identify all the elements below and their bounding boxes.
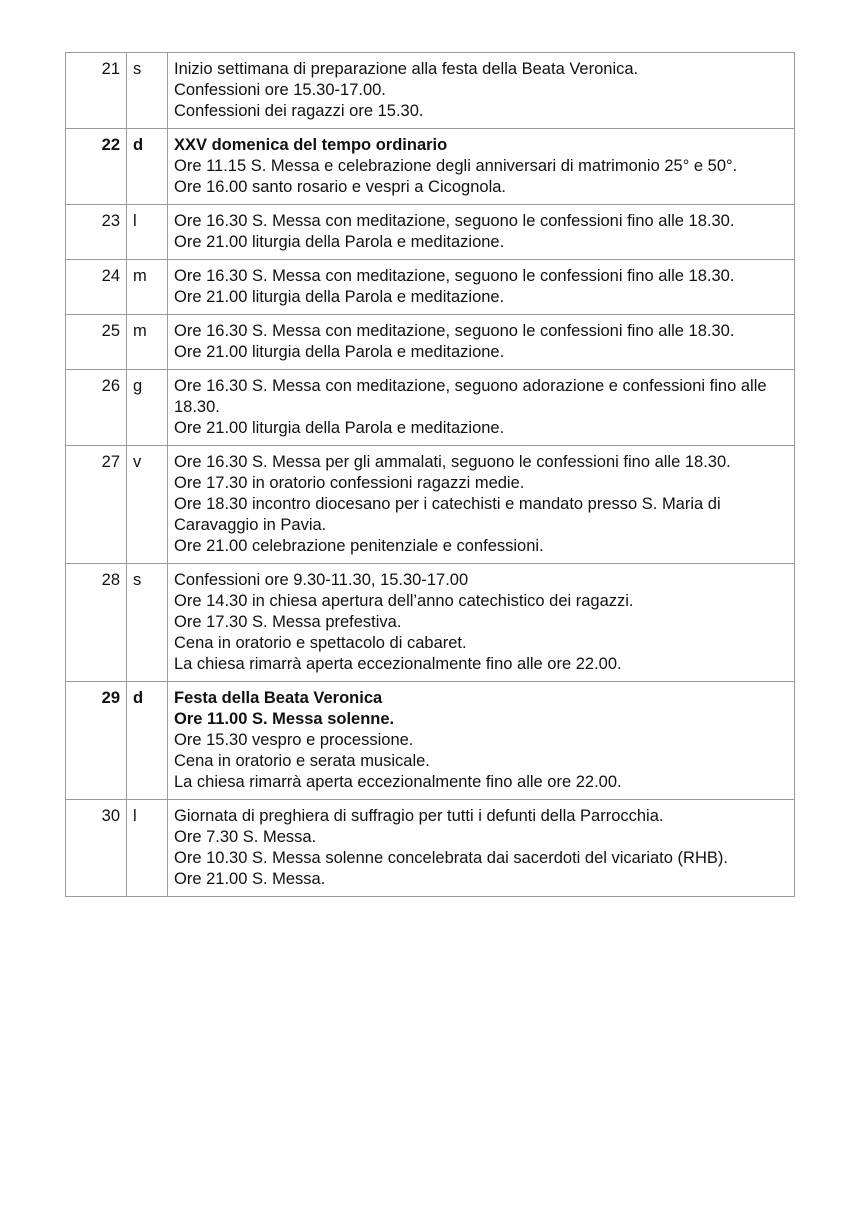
day-number: 30 xyxy=(66,800,127,897)
day-number: 23 xyxy=(66,205,127,260)
event-line: Ore 11.00 S. Messa solenne. xyxy=(174,710,395,728)
event-cell xyxy=(168,446,795,564)
weekday-letter: d xyxy=(127,129,168,205)
event-cell xyxy=(168,682,795,800)
event-line: Ore 14.30 in chiesa apertura dell’anno catechistico dei ragazzi. xyxy=(174,592,634,610)
event-line: La chiesa rimarrà aperta eccezionalmente fino alle ore 22.00. xyxy=(174,655,622,673)
event-line: Ore 16.30 S. Messa con meditazione, seguono le confessioni fino alle 18.30. xyxy=(174,322,735,340)
weekday-letter: d xyxy=(127,682,168,800)
event-line: Confessioni ore 9.30-11.30, 15.30-17.00 xyxy=(174,571,469,589)
event-line: Ore 18.30 incontro diocesano per i catechisti e mandato presso S. Maria di Caravaggio in Pavia. xyxy=(174,495,721,534)
event-line: Ore 21.00 liturgia della Parola e meditazione. xyxy=(174,233,505,251)
event-cell xyxy=(168,564,795,682)
event-line: Ore 15.30 vespro e processione. xyxy=(174,731,414,749)
event-line: Confessioni dei ragazzi ore 15.30. xyxy=(174,102,424,120)
event-line: Ore 16.30 S. Messa con meditazione, seguono le confessioni fino alle 18.30. xyxy=(174,212,735,230)
table-row xyxy=(66,446,795,564)
table-row xyxy=(66,800,795,897)
event-line: Ore 21.00 celebrazione penitenziale e confessioni. xyxy=(174,537,544,555)
day-number: 24 xyxy=(66,260,127,315)
table-row xyxy=(66,315,795,370)
event-cell xyxy=(168,205,795,260)
event-line: Festa della Beata Veronica xyxy=(174,689,383,707)
event-cell xyxy=(168,370,795,446)
event-cell xyxy=(168,260,795,315)
schedule-table xyxy=(65,52,795,897)
event-line: Cena in oratorio e serata musicale. xyxy=(174,752,430,770)
day-number: 25 xyxy=(66,315,127,370)
table-row xyxy=(66,682,795,800)
weekday-letter: l xyxy=(127,205,168,260)
day-number: 29 xyxy=(66,682,127,800)
event-line: Ore 17.30 S. Messa prefestiva. xyxy=(174,613,402,631)
event-line: Ore 16.30 S. Messa con meditazione, seguono adorazione e confessioni fino alle 18.30. xyxy=(174,377,767,416)
day-number: 26 xyxy=(66,370,127,446)
event-line: Ore 21.00 liturgia della Parola e meditazione. xyxy=(174,419,505,437)
event-line: Ore 21.00 liturgia della Parola e meditazione. xyxy=(174,288,505,306)
table-row xyxy=(66,129,795,205)
event-line: Inizio settimana di preparazione alla festa della Beata Veronica. xyxy=(174,60,639,78)
event-line: Confessioni ore 15.30-17.00. xyxy=(174,81,386,99)
day-number: 27 xyxy=(66,446,127,564)
event-line: Ore 16.00 santo rosario e vespri a Cicognola. xyxy=(174,178,507,196)
event-cell xyxy=(168,315,795,370)
event-line: Ore 10.30 S. Messa solenne concelebrata dai sacerdoti del vicariato (RHB). xyxy=(174,849,728,867)
table-row xyxy=(66,260,795,315)
day-number: 22 xyxy=(66,129,127,205)
event-line: Ore 11.15 S. Messa e celebrazione degli anniversari di matrimonio 25° e 50°. xyxy=(174,157,738,175)
table-row xyxy=(66,370,795,446)
weekday-letter: m xyxy=(127,315,168,370)
event-line: Ore 17.30 in oratorio confessioni ragazzi medie. xyxy=(174,474,525,492)
event-line: Ore 21.00 liturgia della Parola e meditazione. xyxy=(174,343,505,361)
table-row xyxy=(66,205,795,260)
weekday-letter: l xyxy=(127,800,168,897)
weekday-letter: m xyxy=(127,260,168,315)
schedule-body xyxy=(66,53,795,897)
day-number: 28 xyxy=(66,564,127,682)
event-line: Giornata di preghiera di suffragio per tutti i defunti della Parrocchia. xyxy=(174,807,664,825)
event-line: Cena in oratorio e spettacolo di cabaret. xyxy=(174,634,467,652)
event-cell xyxy=(168,129,795,205)
day-number: 21 xyxy=(66,53,127,129)
event-line: Ore 16.30 S. Messa con meditazione, seguono le confessioni fino alle 18.30. xyxy=(174,267,735,285)
event-cell xyxy=(168,53,795,129)
weekday-letter: s xyxy=(127,53,168,129)
weekday-letter: s xyxy=(127,564,168,682)
event-line: Ore 16.30 S. Messa per gli ammalati, seguono le confessioni fino alle 18.30. xyxy=(174,453,731,471)
event-line: XXV domenica del tempo ordinario xyxy=(174,136,448,154)
event-line: Ore 21.00 S. Messa. xyxy=(174,870,326,888)
weekday-letter: g xyxy=(127,370,168,446)
event-line: La chiesa rimarrà aperta eccezionalmente fino alle ore 22.00. xyxy=(174,773,622,791)
table-row xyxy=(66,53,795,129)
weekday-letter: v xyxy=(127,446,168,564)
event-line: Ore 7.30 S. Messa. xyxy=(174,828,317,846)
event-cell xyxy=(168,800,795,897)
table-row xyxy=(66,564,795,682)
